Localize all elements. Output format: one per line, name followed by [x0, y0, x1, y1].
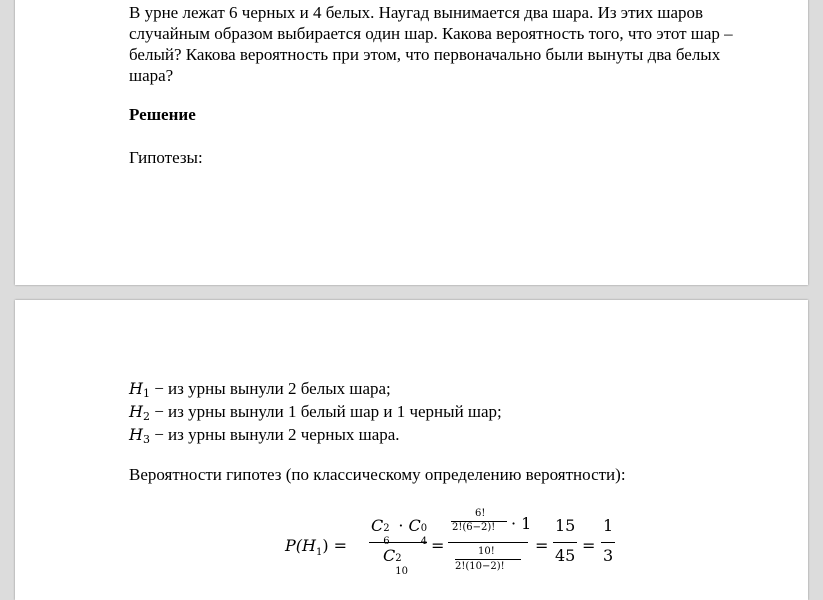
main-fraction-bar [448, 542, 528, 543]
inner-denominator-bottom: 2!(10−2)! [455, 561, 505, 572]
probability-formula [285, 508, 625, 588]
equals-sign: = [582, 536, 596, 555]
fraction-denominator: 45 [555, 546, 576, 565]
hypothesis-2 [129, 402, 502, 423]
fraction-bar [455, 559, 521, 560]
hypothesis-symbol: H [129, 402, 143, 421]
hypothesis-3 [129, 425, 400, 446]
hypothesis-index: 3 [142, 433, 150, 446]
formula-lhs: $P(H_1)$ = [285, 536, 348, 558]
hypothesis-index: 1 [142, 387, 150, 400]
hypothesis-symbol: H [129, 425, 143, 444]
inner-denominator-top: 10! [478, 546, 495, 557]
fraction-bar [369, 542, 427, 543]
document-page-1 [15, 0, 808, 285]
formula-numerator-combinations: C 2 · C 0 [371, 516, 428, 535]
solution-heading: Решение [129, 105, 196, 124]
hypothesis-text: − из урны вынули 2 белых шара; [149, 379, 391, 398]
fraction-bar [553, 542, 577, 543]
result-numerator: 1 [603, 516, 614, 535]
hypotheses-label: Гипотезы: [129, 148, 203, 167]
formula-denominator-combination: C 2 10 [383, 546, 408, 577]
inner-numerator-bottom: 2!(6−2)! [452, 522, 496, 533]
fraction-bar [601, 542, 615, 543]
problem-statement: В урне лежат 6 черных и 4 белых. Наугад вынимается два шара. Из этих шаров случайным образом выбирается один шар. Какова вероятность того, что этот шар – белый? Какова вероятность при этом, что первоначально были вынуты два белых шара? [129, 3, 733, 85]
hypothesis-text: − из урны вынули 2 черных шара. [149, 425, 400, 444]
equals-sign: = [431, 536, 445, 555]
document-page-2 [15, 300, 808, 600]
inner-numerator-top: 6! [475, 508, 486, 519]
fraction-numerator: 15 [555, 516, 576, 535]
hypothesis-1 [129, 379, 391, 400]
hypothesis-index: 2 [142, 410, 150, 423]
hypothesis-text: − из урны вынули 1 белый шар и 1 черный шар; [149, 402, 502, 421]
hypothesis-symbol: H [129, 379, 143, 398]
inner-multiplier: · 1 [511, 514, 532, 533]
probabilities-label: Вероятности гипотез (по классическому определению вероятности): [129, 465, 626, 484]
equals-sign: = [535, 536, 549, 555]
result-denominator: 3 [603, 546, 614, 565]
